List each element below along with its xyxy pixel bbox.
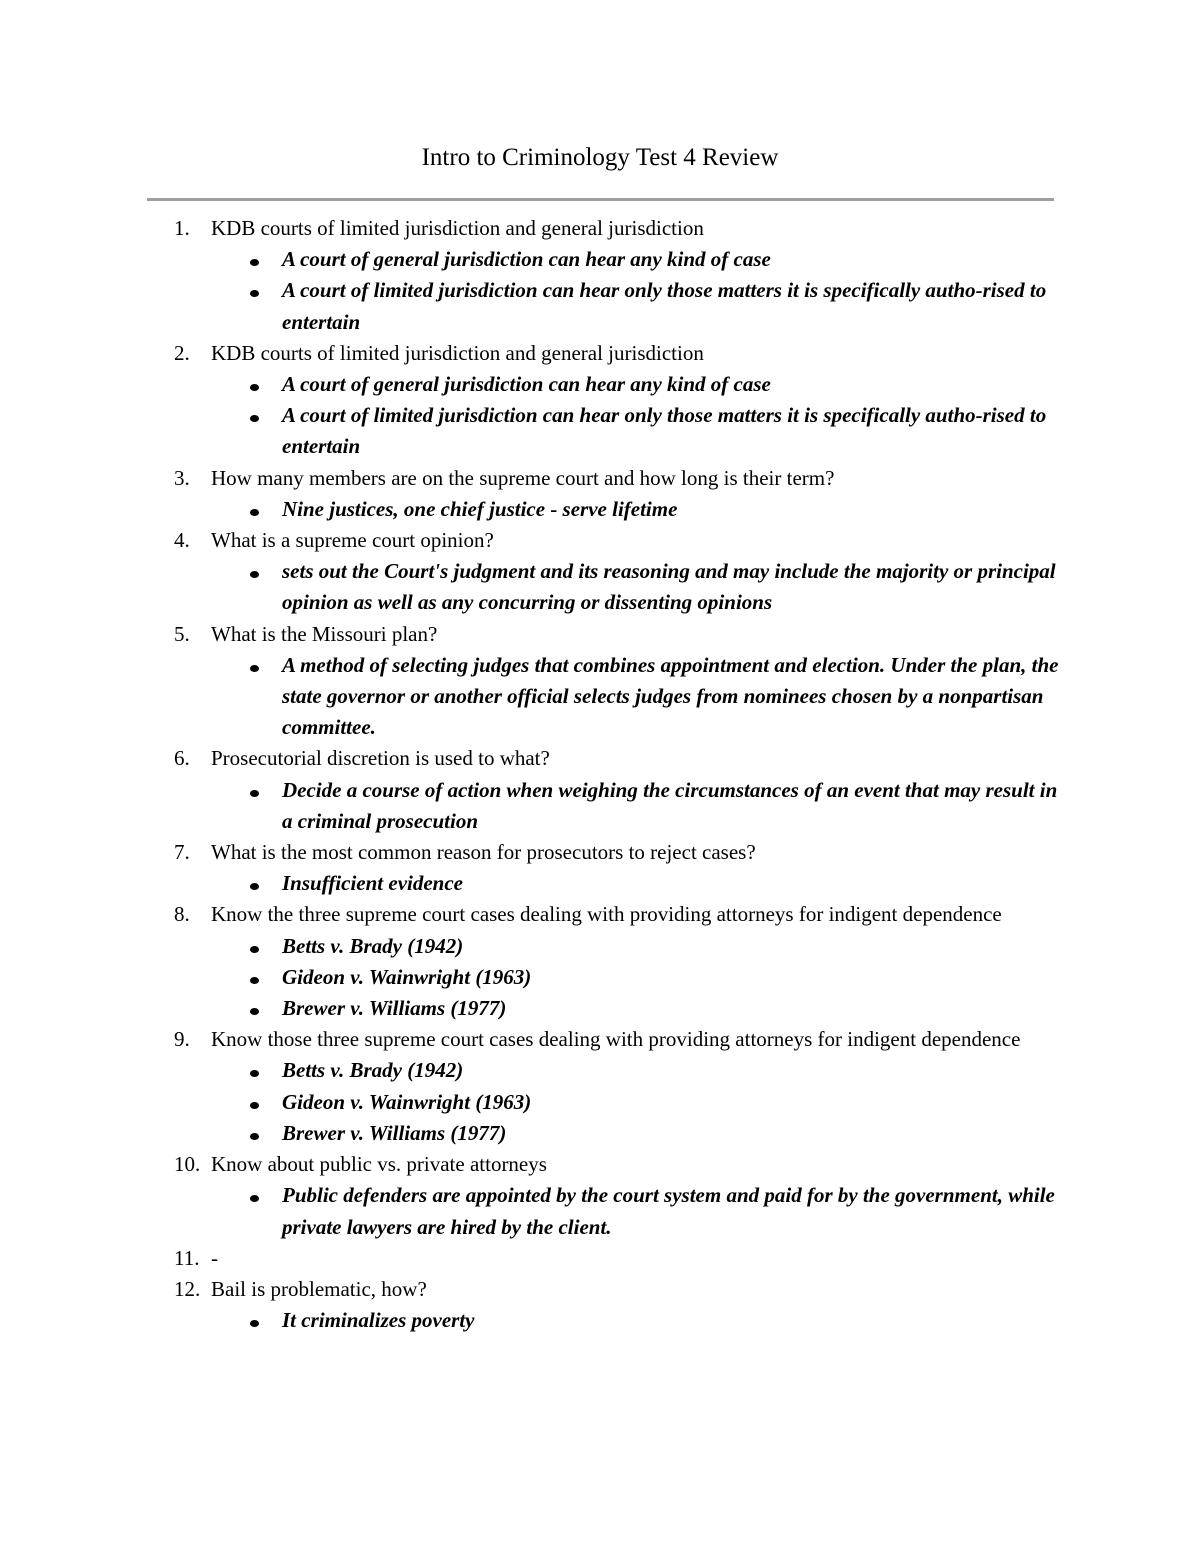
answer-text: sets out the Court's judgment and its reasoning and may include the majority or principal opinion as well as any concurring or dissenting opinions xyxy=(282,559,1056,615)
answer-text: A court of general jurisdiction can hear any kind of case xyxy=(282,372,771,397)
answer-item xyxy=(0,1087,1200,1118)
answer-item xyxy=(0,400,1200,462)
question-number: 2. xyxy=(174,340,190,365)
question-item xyxy=(0,1243,1200,1274)
bullet-icon xyxy=(250,790,259,797)
page-title: Intro to Criminology Test 4 Review xyxy=(421,144,779,171)
question-text: Bail is problematic, how? xyxy=(211,1276,427,1301)
answer-list xyxy=(0,556,1200,618)
question-number: 7. xyxy=(174,840,190,865)
question-line xyxy=(0,743,1200,774)
answer-text: Brewer v. Williams (1977) xyxy=(282,996,507,1021)
answer-item xyxy=(0,650,1200,744)
question-number: 11. xyxy=(174,1245,200,1270)
question-line xyxy=(0,1274,1200,1305)
question-list xyxy=(0,213,1200,1336)
bullet-icon xyxy=(250,946,259,953)
question-item xyxy=(0,619,1200,744)
bullet-icon xyxy=(250,1008,259,1015)
answer-list xyxy=(0,931,1200,1025)
bullet-icon xyxy=(250,415,259,422)
question-text: KDB courts of limited jurisdiction and general jurisdiction xyxy=(211,216,704,240)
question-item xyxy=(0,837,1200,899)
question-line xyxy=(0,1149,1200,1180)
answer-text: Betts v. Brady (1942) xyxy=(282,933,464,958)
answer-item xyxy=(0,962,1200,993)
question-line xyxy=(0,338,1200,369)
answer-text: Gideon v. Wainwright (1963) xyxy=(282,1089,532,1114)
question-item xyxy=(0,899,1200,1024)
answer-list xyxy=(0,1180,1200,1242)
question-line xyxy=(0,899,1200,930)
answer-list xyxy=(0,244,1200,338)
question-number: 10. xyxy=(174,1152,201,1177)
answer-item xyxy=(0,494,1200,525)
answer-list xyxy=(0,1055,1200,1149)
question-item xyxy=(0,463,1200,525)
question-text: What is the Missouri plan? xyxy=(211,621,438,646)
answer-text: A court of limited jurisdiction can hear only those matters it is specifically autho-rised to entertain xyxy=(282,403,1047,459)
question-number: 9. xyxy=(174,1027,190,1052)
answer-text: Brewer v. Williams (1977) xyxy=(282,1120,507,1145)
bullet-icon xyxy=(250,1195,259,1202)
bullet-icon xyxy=(250,571,259,578)
bullet-icon xyxy=(250,1070,259,1077)
answer-text: Nine justices, one chief justice - serve lifetime xyxy=(282,496,678,521)
answer-text: A method of selecting judges that combines appointment and election. Under the plan, the state governor or another official selects judges from nominees chosen by a nonpartisan committee. xyxy=(282,652,1059,740)
question-number: 1. xyxy=(174,216,190,240)
answer-item xyxy=(0,275,1200,337)
answer-text: Decide a course of action when weighing the circumstances of an event that may result in a criminal prosecution xyxy=(282,777,1058,833)
question-text: - xyxy=(211,1245,218,1270)
bullet-icon xyxy=(250,290,259,297)
question-line xyxy=(0,1243,1200,1274)
question-line xyxy=(0,619,1200,650)
bullet-icon xyxy=(250,259,259,266)
answer-item xyxy=(0,993,1200,1024)
question-number: 5. xyxy=(174,621,190,646)
answer-list xyxy=(0,868,1200,899)
bullet-icon xyxy=(250,665,259,672)
question-text: What is a supreme court opinion? xyxy=(211,528,494,553)
question-item xyxy=(0,743,1200,837)
bullet-icon xyxy=(250,384,259,391)
question-line xyxy=(0,837,1200,868)
bullet-icon xyxy=(250,883,259,890)
answer-text: Gideon v. Wainwright (1963) xyxy=(282,964,532,989)
bullet-icon xyxy=(250,509,259,516)
answer-text: Insufficient evidence xyxy=(282,871,464,896)
bullet-icon xyxy=(250,1133,259,1140)
bullet-icon xyxy=(250,1320,259,1327)
question-text: Know those three supreme court cases dealing with providing attorneys for indigent dependence xyxy=(211,1027,1021,1052)
question-text: KDB courts of limited jurisdiction and general jurisdiction xyxy=(211,340,704,365)
answer-text: A court of general jurisdiction can hear any kind of case xyxy=(282,247,771,272)
answer-item xyxy=(0,556,1200,618)
answer-list xyxy=(0,369,1200,463)
question-number: 6. xyxy=(174,746,190,771)
answer-item xyxy=(0,868,1200,899)
answer-item xyxy=(0,1305,1200,1336)
question-line xyxy=(0,525,1200,556)
answer-list xyxy=(0,775,1200,837)
question-item xyxy=(0,213,1200,338)
answer-list xyxy=(0,1305,1200,1336)
answer-item xyxy=(0,931,1200,962)
question-number: 3. xyxy=(174,465,190,490)
question-item xyxy=(0,1149,1200,1243)
question-number: 8. xyxy=(174,902,190,927)
question-item xyxy=(0,525,1200,619)
question-line xyxy=(0,463,1200,494)
question-text: How many members are on the supreme court and how long is their term? xyxy=(211,465,835,490)
answer-item xyxy=(0,369,1200,400)
answer-item xyxy=(0,1180,1200,1242)
answer-text: It criminalizes poverty xyxy=(282,1308,475,1333)
answer-item xyxy=(0,1055,1200,1086)
answer-text: A court of limited jurisdiction can hear only those matters it is specifically autho-rised to entertain xyxy=(282,278,1047,334)
title-divider xyxy=(147,198,1054,201)
question-item xyxy=(0,1274,1200,1336)
question-text: Know about public vs. private attorneys xyxy=(211,1152,547,1177)
question-line xyxy=(0,1024,1200,1055)
question-number: 4. xyxy=(174,528,190,553)
bullet-icon xyxy=(250,1102,259,1109)
answer-item xyxy=(0,244,1200,275)
question-text: What is the most common reason for prosecutors to reject cases? xyxy=(211,840,756,865)
answer-item xyxy=(0,1118,1200,1149)
question-line xyxy=(0,213,1200,244)
question-text: Prosecutorial discretion is used to what? xyxy=(211,746,550,771)
bullet-icon xyxy=(250,977,259,984)
answer-text: Public defenders are appointed by the court system and paid for by the government, while private lawyers are hired by the client. xyxy=(282,1183,1055,1239)
question-number: 12. xyxy=(174,1276,201,1301)
question-item xyxy=(0,338,1200,463)
answer-list xyxy=(0,494,1200,525)
answer-item xyxy=(0,775,1200,837)
answer-text: Betts v. Brady (1942) xyxy=(282,1058,464,1083)
question-text: Know the three supreme court cases dealing with providing attorneys for indigent dependence xyxy=(211,902,1002,927)
question-item xyxy=(0,1024,1200,1149)
answer-list xyxy=(0,650,1200,744)
